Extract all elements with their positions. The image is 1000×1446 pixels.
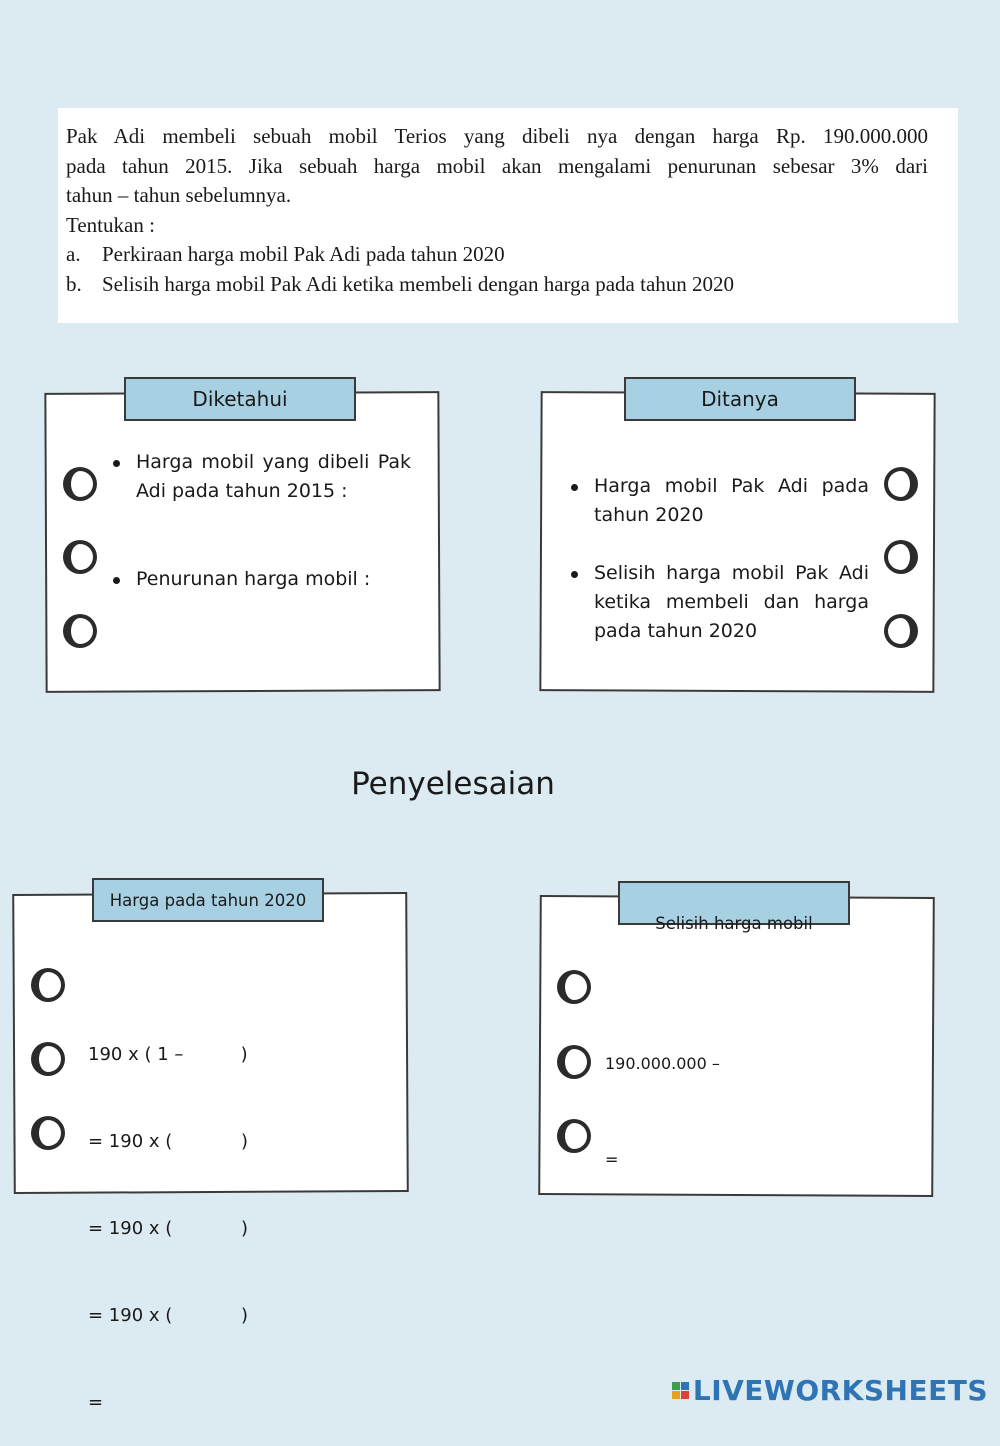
price-2020-tab bbox=[92, 878, 324, 922]
asked-title: Ditanya bbox=[701, 387, 779, 411]
binder-ring-icon bbox=[884, 540, 918, 574]
liveworksheets-logo bbox=[672, 1374, 988, 1407]
known-item-price-2015: Harga mobil yang dibeli Pak Adi pada tahun 2015 : bbox=[110, 448, 411, 506]
working-line: = bbox=[605, 1150, 619, 1169]
binder-ring-icon bbox=[63, 540, 97, 574]
asked-item-difference: Selisih harga mobil Pak Adi ketika membeli dan harga pada tahun 2020 bbox=[568, 559, 869, 646]
problem-question-list bbox=[66, 240, 928, 299]
working-line: = 190 x ( ) bbox=[88, 1131, 248, 1152]
known-tab bbox=[124, 377, 356, 421]
known-list bbox=[110, 448, 411, 594]
asked-tab bbox=[624, 377, 856, 421]
liveworksheets-logo-icon bbox=[672, 1382, 689, 1399]
question-marker: b. bbox=[66, 271, 82, 296]
brand-name: LIVEWORKSHEETS bbox=[692, 1374, 988, 1407]
problem-question bbox=[66, 270, 928, 300]
difference-working bbox=[605, 1004, 720, 1196]
problem-statement bbox=[58, 108, 958, 323]
binder-ring-icon bbox=[557, 1119, 591, 1153]
binder-ring-icon bbox=[557, 970, 591, 1004]
solution-heading: Penyelesaian bbox=[351, 766, 555, 802]
working-line: 190 x ( 1 – ) bbox=[88, 1044, 248, 1065]
asked-item-price-2020: Harga mobil Pak Adi pada tahun 2020 bbox=[568, 472, 869, 530]
binder-ring-icon bbox=[31, 1116, 65, 1150]
problem-line-1: Pak Adi membeli sebuah mobil Terios yang dibeli nya dengan harga Rp. 190.000.000 bbox=[66, 124, 928, 148]
problem-line-2: pada tahun 2015. Jika sebuah harga mobil akan mengalami penurunan sebesar 3% dari bbox=[66, 153, 928, 178]
binder-ring-icon bbox=[63, 614, 97, 648]
working-line: = bbox=[88, 1392, 104, 1413]
working-line: = 190 x ( ) bbox=[88, 1305, 248, 1326]
binder-ring-icon bbox=[63, 467, 97, 501]
known-title: Diketahui bbox=[192, 387, 288, 411]
question-marker: a. bbox=[66, 242, 81, 266]
working-line: 190.000.000 – bbox=[605, 1054, 720, 1073]
binder-ring-icon bbox=[557, 1045, 591, 1079]
binder-ring-icon bbox=[884, 467, 918, 501]
difference-title: Selisih harga mobil bbox=[655, 914, 813, 933]
problem-line-3: tahun – tahun sebelumnya. bbox=[66, 183, 292, 207]
difference-card bbox=[538, 895, 935, 1197]
binder-ring-icon bbox=[31, 968, 65, 1002]
binder-ring-icon bbox=[884, 614, 918, 648]
problem-prompt: Tentukan : bbox=[66, 212, 155, 237]
question-text: Selisih harga mobil Pak Adi ketika membeli dengan harga pada tahun 2020 bbox=[102, 271, 735, 296]
difference-tab bbox=[618, 881, 850, 933]
known-item-price-decrease: Penurunan harga mobil : bbox=[110, 565, 411, 594]
working-line: = 190 x ( ) bbox=[88, 1218, 248, 1239]
question-text: Perkiraan harga mobil Pak Adi pada tahun 2020 bbox=[102, 242, 505, 266]
problem-question bbox=[66, 240, 928, 270]
price-2020-title: Harga pada tahun 2020 bbox=[109, 891, 307, 910]
asked-list bbox=[568, 472, 869, 646]
binder-ring-icon bbox=[31, 1042, 65, 1076]
price-2020-working bbox=[88, 982, 248, 1446]
